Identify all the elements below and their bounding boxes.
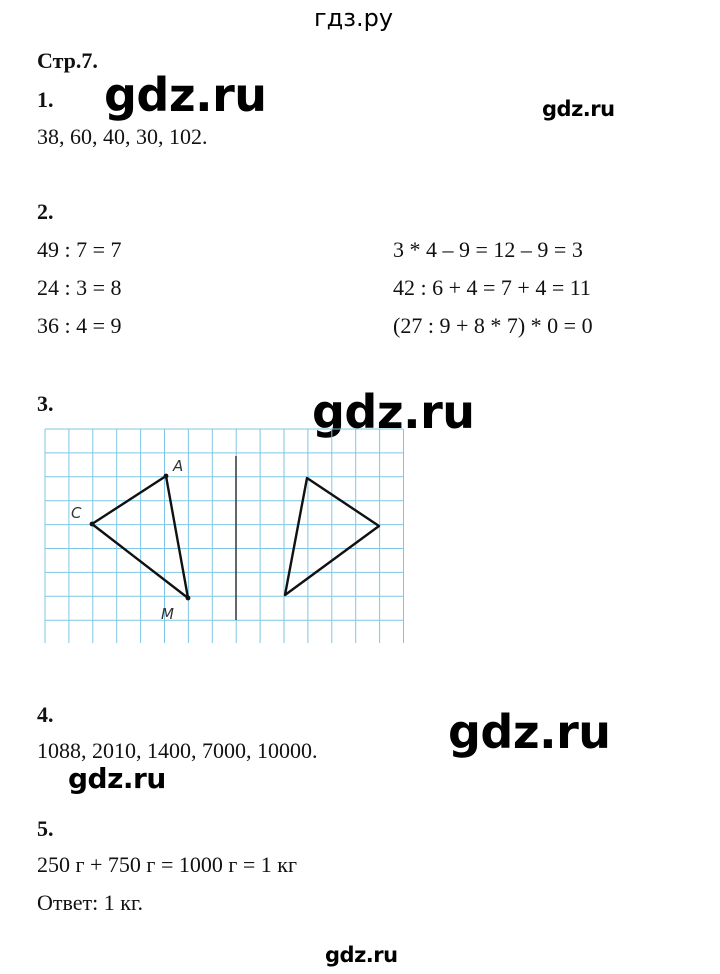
- task-3-number: 3.: [37, 391, 54, 416]
- point-label-a: A: [173, 457, 184, 475]
- task-2-left-line: 49 : 7 = 7: [37, 237, 122, 262]
- grid-lines: [45, 429, 404, 643]
- point-label-m: M: [161, 605, 174, 623]
- task-2-left-line: 36 : 4 = 9: [37, 313, 122, 338]
- task-2-number: 2.: [37, 199, 54, 224]
- point-m: [186, 596, 191, 601]
- watermark: gdz.ru: [448, 705, 611, 759]
- task-1-number: 1.: [37, 87, 54, 112]
- watermark: gdz.ru: [104, 68, 267, 122]
- watermark: gdz.ru: [542, 97, 615, 121]
- page-label: Стр.7.: [37, 48, 98, 73]
- task-2-left-line: 24 : 3 = 8: [37, 275, 122, 300]
- watermark: gdz.ru: [68, 762, 166, 795]
- grid-figure: [44, 428, 406, 646]
- task-4-number: 4.: [37, 702, 54, 727]
- point-a: [164, 474, 169, 479]
- point-c: [90, 522, 95, 527]
- task-2-right-line: 42 : 6 + 4 = 7 + 4 = 11: [393, 275, 591, 300]
- triangle-acm: [92, 476, 188, 598]
- task-5-number: 5.: [37, 816, 54, 841]
- task-5-answer: Ответ: 1 кг.: [37, 890, 143, 915]
- site-title: гдз.ру: [314, 4, 394, 32]
- task-5-equation: 250 г + 750 г = 1000 г = 1 кг: [37, 852, 298, 877]
- task-2-right-line: (27 : 9 + 8 * 7) * 0 = 0: [393, 313, 593, 338]
- watermark: gdz.ru: [325, 943, 398, 967]
- point-label-c: C: [71, 504, 82, 522]
- task-4-answer: 1088, 2010, 1400, 7000, 10000.: [37, 738, 318, 763]
- task-2-right-line: 3 * 4 – 9 = 12 – 9 = 3: [393, 237, 583, 262]
- watermark: gdz.ru: [312, 385, 475, 439]
- task-1-answer: 38, 60, 40, 30, 102.: [37, 124, 208, 149]
